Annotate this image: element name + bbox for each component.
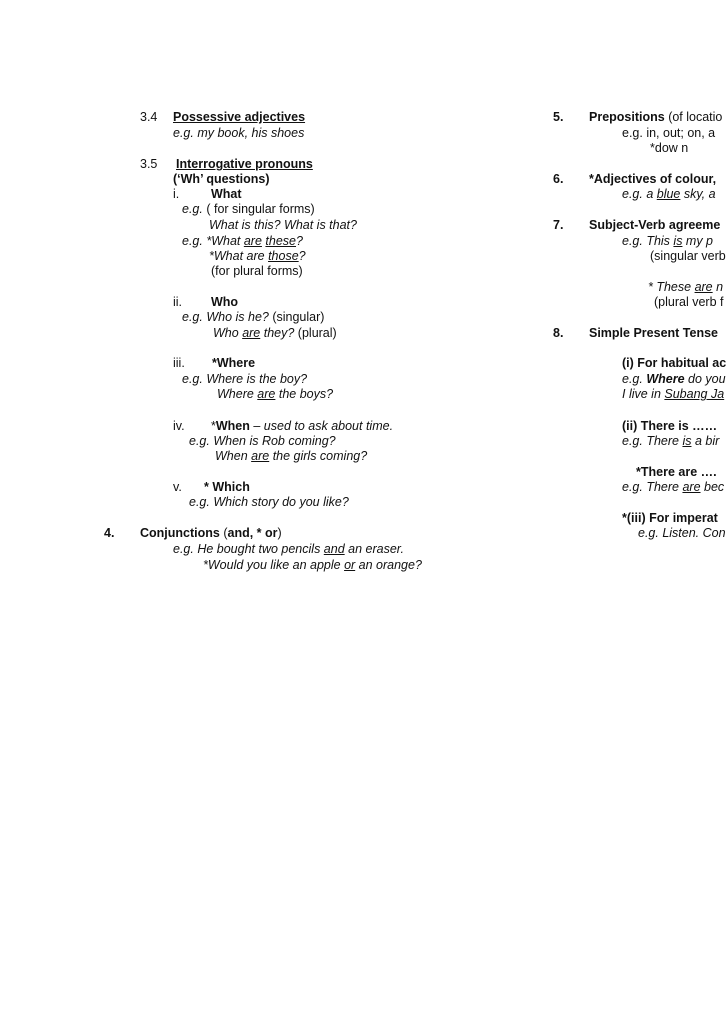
- what-note-singular: e.g. ( for singular forms): [182, 202, 315, 216]
- heading-adjectives-of-colour: *Adjectives of colour,: [589, 172, 717, 186]
- heading-interrogative-pronouns: Interrogative pronouns: [176, 157, 313, 171]
- subheading-wh-questions: (‘Wh’ questions): [173, 172, 270, 186]
- heading-prepositions: Prepositions (of locatio: [589, 110, 723, 124]
- heading-there-are: *There are ….: [636, 465, 717, 479]
- item-title-where: *Where: [212, 356, 256, 370]
- section-number-3-4: 3.4: [140, 110, 158, 124]
- who-example-singular: e.g. Who is he? (singular): [182, 310, 325, 324]
- heading-habitual-actions: (i) For habitual ac: [622, 356, 727, 370]
- conjunction-example-and: e.g. He bought two pencils and an eraser.: [173, 542, 404, 556]
- heading-there-is: (ii) There is ……: [622, 419, 718, 433]
- agreement-example-plural: * These are n: [648, 280, 724, 294]
- item-number-when: iv.: [173, 419, 185, 433]
- habitual-example-where: e.g. Where do you: [622, 372, 726, 386]
- what-example-singular: What is this? What is that?: [209, 218, 357, 232]
- conjunction-example-or: *Would you like an apple or an orange?: [203, 558, 422, 572]
- colour-example: e.g. a blue sky, a: [622, 187, 716, 201]
- item-title-which: * Which: [204, 480, 250, 494]
- prepositions-example-down: *dow n: [650, 141, 689, 155]
- when-example-plural: When are the girls coming?: [215, 449, 368, 463]
- item-title-who: Who: [211, 295, 239, 309]
- agreement-note-singular: (singular verb: [650, 249, 726, 263]
- item-number-who: ii.: [173, 295, 183, 309]
- which-example: e.g. Which story do you like?: [189, 495, 349, 509]
- what-note-plural: (for plural forms): [211, 264, 303, 278]
- heading-simple-present-tense: Simple Present Tense: [589, 326, 718, 340]
- what-example-those: *What are those?: [209, 249, 306, 263]
- what-example-these: e.g. *What are these?: [182, 234, 303, 248]
- section-number-8: 8.: [553, 326, 564, 340]
- item-title-when: *When – used to ask about time.: [211, 419, 394, 433]
- item-number-which: v.: [173, 480, 182, 494]
- heading-conjunctions: Conjunctions (and, * or): [140, 526, 282, 540]
- habitual-example-subang: I live in Subang Ja: [622, 387, 725, 401]
- agreement-example-singular: e.g. This is my p: [622, 234, 714, 248]
- section-number-3-5: 3.5: [140, 157, 158, 171]
- who-example-plural: Who are they? (plural): [213, 326, 337, 340]
- section-number-7: 7.: [553, 218, 564, 232]
- where-example-plural: Where are the boys?: [217, 387, 334, 401]
- section-number-4: 4.: [104, 526, 115, 540]
- section-number-6: 6.: [553, 172, 564, 186]
- where-example-singular: e.g. Where is the boy?: [182, 372, 308, 386]
- heading-subject-verb-agreement: Subject-Verb agreeme: [589, 218, 721, 232]
- imperative-example: e.g. Listen. Con: [638, 526, 726, 540]
- section-number-5: 5.: [553, 110, 564, 124]
- heading-possessive-adjectives: Possessive adjectives: [173, 110, 306, 124]
- there-are-example: e.g. There are bec: [622, 480, 725, 494]
- agreement-note-plural: (plural verb f: [654, 295, 724, 309]
- heading-imperatives: *(iii) For imperat: [622, 511, 718, 525]
- prepositions-example: e.g. in, out; on, a: [622, 126, 716, 140]
- item-title-what: What: [211, 187, 242, 201]
- there-is-example: e.g. There is a bir: [622, 434, 720, 448]
- item-number-where: iii.: [173, 356, 185, 370]
- when-example-singular: e.g. When is Rob coming?: [189, 434, 336, 448]
- item-number-what: i.: [173, 187, 180, 201]
- example-possessive: e.g. my book, his shoes: [173, 126, 305, 140]
